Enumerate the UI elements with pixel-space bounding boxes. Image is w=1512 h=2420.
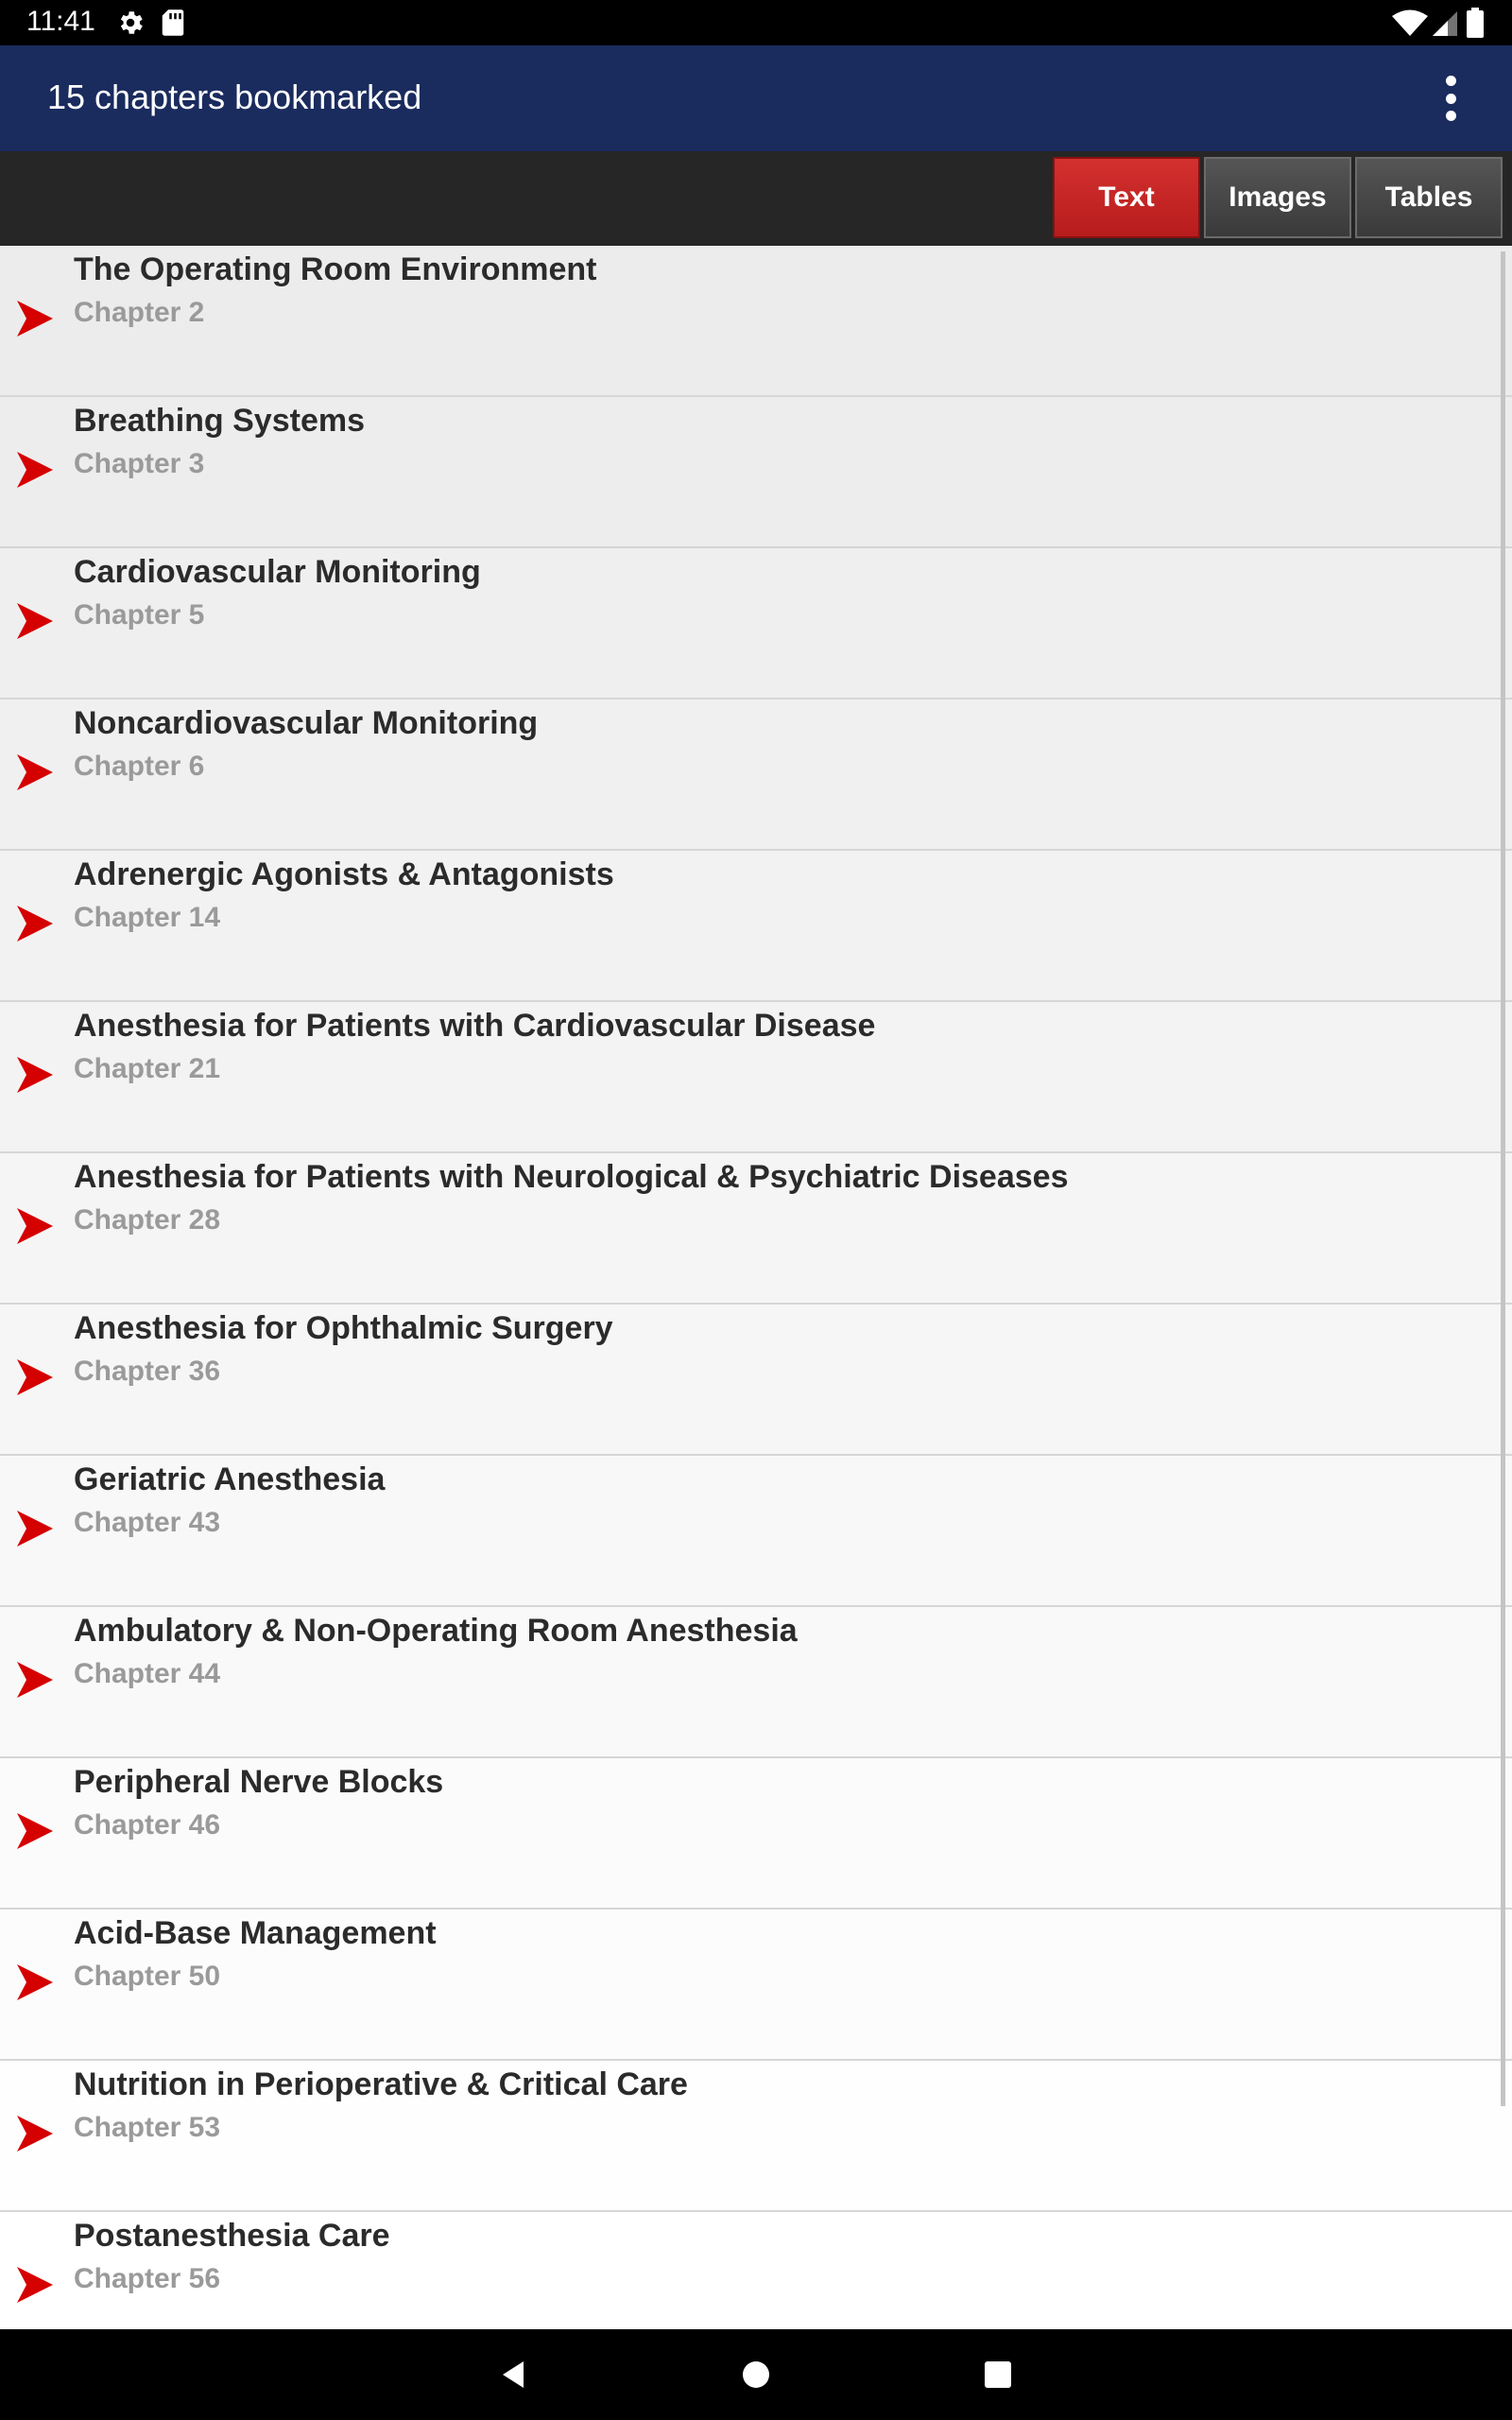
- chapter-number: Chapter 36: [74, 1356, 221, 1387]
- chapter-title: Anesthesia for Ophthalmic Surgery: [74, 1310, 613, 1346]
- chevron-right-icon: [15, 902, 55, 945]
- chapter-title: The Operating Room Environment: [74, 251, 597, 287]
- list-item[interactable]: [0, 1910, 1512, 2061]
- chevron-right-icon: [15, 448, 55, 492]
- chevron-right-icon: [15, 1809, 55, 1853]
- chevron-right-icon: [15, 2263, 55, 2307]
- chapter-title: Breathing Systems: [74, 403, 365, 439]
- list-item[interactable]: [0, 548, 1512, 700]
- chapter-number: Chapter 28: [74, 1204, 221, 1236]
- more-vert-icon[interactable]: [1427, 72, 1474, 125]
- status-bar: [0, 0, 1512, 45]
- chevron-right-icon: [15, 599, 55, 643]
- chevron-right-icon: [15, 1507, 55, 1550]
- list-item[interactable]: [0, 246, 1512, 397]
- chevron-right-icon: [15, 1204, 55, 1248]
- sd-card-icon: [161, 9, 185, 37]
- recents-icon[interactable]: [979, 2356, 1017, 2394]
- list-item[interactable]: [0, 1456, 1512, 1607]
- chapter-number: Chapter 2: [74, 297, 205, 328]
- list-item[interactable]: [0, 1153, 1512, 1305]
- list-item[interactable]: [0, 1758, 1512, 1910]
- chevron-right-icon: [15, 297, 55, 340]
- chapter-title: Noncardiovascular Monitoring: [74, 705, 539, 741]
- wifi-icon: [1391, 9, 1429, 38]
- chapter-number: Chapter 43: [74, 1507, 221, 1538]
- chapter-number: Chapter 44: [74, 1658, 221, 1689]
- list-item[interactable]: [0, 2061, 1512, 2212]
- chapter-number: Chapter 6: [74, 751, 205, 782]
- back-icon[interactable]: [495, 2356, 533, 2394]
- chapter-title: Anesthesia for Patients with Neurological & Psychiatric Diseases: [74, 1159, 1069, 1195]
- chapter-title: Nutrition in Perioperative & Critical Care: [74, 2066, 688, 2102]
- chevron-right-icon: [15, 1356, 55, 1399]
- home-icon[interactable]: [737, 2356, 775, 2394]
- list-item[interactable]: [0, 2212, 1512, 2329]
- chapter-title: Peripheral Nerve Blocks: [74, 1764, 444, 1800]
- list-item[interactable]: [0, 700, 1512, 851]
- scrollbar[interactable]: [1501, 251, 1505, 2106]
- chapter-number: Chapter 46: [74, 1809, 221, 1841]
- chapter-title: Geriatric Anesthesia: [74, 1461, 386, 1497]
- chapter-title: Ambulatory & Non-Operating Room Anesthesia: [74, 1613, 798, 1649]
- chevron-right-icon: [15, 1961, 55, 2004]
- battery-icon: [1467, 8, 1484, 38]
- chapter-number: Chapter 14: [74, 902, 221, 933]
- gear-icon: [115, 8, 146, 38]
- list-item[interactable]: [0, 1607, 1512, 1758]
- list-item[interactable]: [0, 851, 1512, 1002]
- bookmark-list: [0, 246, 1512, 2329]
- tab-text[interactable]: Text: [1053, 157, 1200, 238]
- navigation-bar: [0, 2329, 1512, 2420]
- tab-bar: [0, 151, 1512, 246]
- list-item[interactable]: [0, 1002, 1512, 1153]
- chapter-number: Chapter 50: [74, 1961, 221, 1992]
- list-item[interactable]: [0, 397, 1512, 548]
- tab-tables[interactable]: Tables: [1355, 157, 1503, 238]
- chevron-right-icon: [15, 751, 55, 794]
- status-time: 11:41: [26, 6, 95, 37]
- chapter-number: Chapter 53: [74, 2112, 221, 2143]
- chevron-right-icon: [15, 1053, 55, 1097]
- signal-icon: [1431, 9, 1459, 38]
- chapter-title: Cardiovascular Monitoring: [74, 554, 481, 590]
- tab-images[interactable]: Images: [1204, 157, 1351, 238]
- chapter-title: Adrenergic Agonists & Antagonists: [74, 856, 614, 892]
- app-bar: [0, 45, 1512, 151]
- chapter-number: Chapter 5: [74, 599, 205, 631]
- chapter-title: Postanesthesia Care: [74, 2218, 390, 2254]
- chapter-number: Chapter 3: [74, 448, 205, 479]
- chapter-number: Chapter 21: [74, 1053, 221, 1084]
- chevron-right-icon: [15, 1658, 55, 1702]
- chapter-title: Anesthesia for Patients with Cardiovascular Disease: [74, 1008, 876, 1044]
- list-item[interactable]: [0, 1305, 1512, 1456]
- chevron-right-icon: [15, 2112, 55, 2155]
- chapter-title: Acid-Base Management: [74, 1915, 437, 1951]
- chapter-number: Chapter 56: [74, 2263, 221, 2294]
- page-title: 15 chapters bookmarked: [47, 78, 422, 116]
